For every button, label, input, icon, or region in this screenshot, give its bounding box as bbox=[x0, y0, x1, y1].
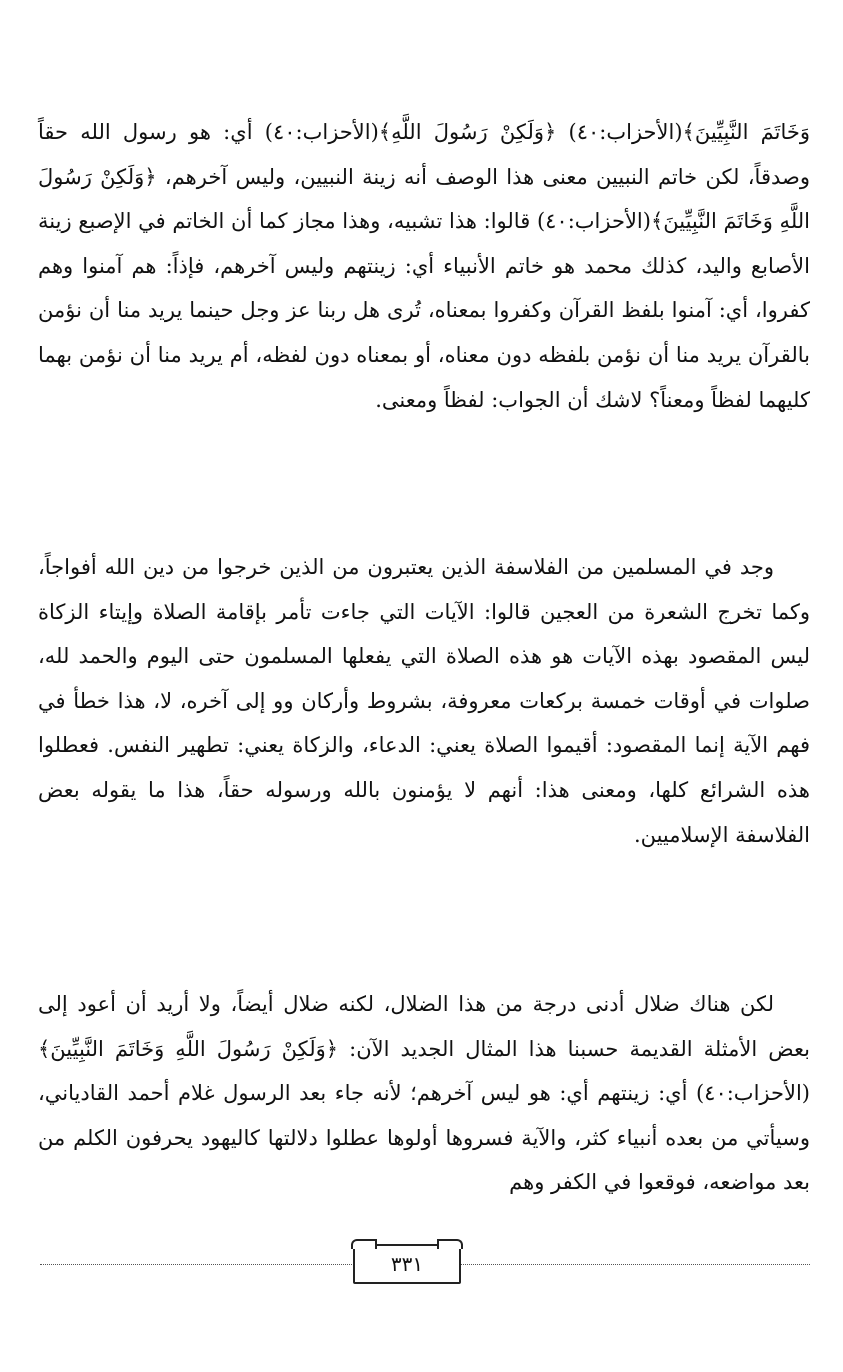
page-number-text: ٣٣١ bbox=[390, 1252, 424, 1276]
paragraph-2: وجد في المسلمين من الفلاسفة الذين يعتبرون من الذين خرجوا من دين الله أفواجاً، وكما تخرج الشعرة من العجين قالوا: الآيات التي جاءت تأمر بإقامة الصلاة وإيتاء الزكاة ليس المقصود بهذه الآيات هو هذه الصلاة التي يفعلها المسلمون حتى اليوم والحمد لله، صلوات في أوقات خمسة بركعات معروفة، بشروط وأركان وو إلى آخره، لا، هذا خطأ في فهم الآية إنما المقصود: أقيموا الصلاة يعني: الدعاء، والزكاة يعني: تطهير النفس. فعطلوا هذه الشرائع كلها، ومعنى هذا: أنهم لا يؤمنون بالله ورسوله حقاً، هذا ما يقوله بعض الفلاسفة الإسلاميين. bbox=[38, 555, 810, 847]
paragraph-3: لكن هناك ضلال أدنى درجة من هذا الضلال، لكنه ضلال أيضاً، ولا أريد أن أعود إلى بعض الأمثلة القديمة حسبنا هذا المثال الجديد الآن: ﴿وَلَكِنْ رَسُولَ اللَّهِ وَخَاتَمَ النَّبِيِّينَ﴾(الأحزاب:٤٠) أي: زينتهم أي: هو ليس آخرهم؛ لأنه جاء بعد الرسول غلام أحمد القادياني، وسيأتي من بعده أنبياء كثر، والآية فسروها أولوها عطلوا دلالتها كاليهود يحرفون الكلم من بعد مواضعه، فوقعوا في الكفر وهم bbox=[38, 992, 810, 1195]
page-number bbox=[353, 1244, 461, 1284]
paragraph-1: وَخَاتَمَ النَّبِيِّينَ﴾(الأحزاب:٤٠) ﴿وَلَكِنْ رَسُولَ اللَّهِ﴾(الأحزاب:٤٠) أي: هو رسول الله حقاً وصدقاً، لكن خاتم النبيين معنى هذا الوصف أنه زينة النبيين، وليس آخرهم، ﴿وَلَكِنْ رَسُولَ اللَّهِ وَخَاتَمَ النَّبِيِّينَ﴾(الأحزاب:٤٠) قالوا: هذا تشبيه، وهذا مجاز كما أن الخاتم في الإصبع زينة الأصابع واليد، كذلك محمد هو خاتم الأنبياء أي: زينتهم وليس آخرهم، فإذاً: هم آمنوا وهم كفروا، أي: آمنوا بلفظ القرآن وكفروا بمعناه، تُرى هل ربنا عز وجل حينما يريد منا أن نؤمن بالقرآن يريد منا أن نؤمن بلفظه دون معناه، أو بمعناه دون لفظه، أم يريد منا أن نؤمن بهما كليهما لفظاً ومعناً؟ لاشك أن الجواب: لفظاً ومعنى. bbox=[38, 120, 810, 412]
